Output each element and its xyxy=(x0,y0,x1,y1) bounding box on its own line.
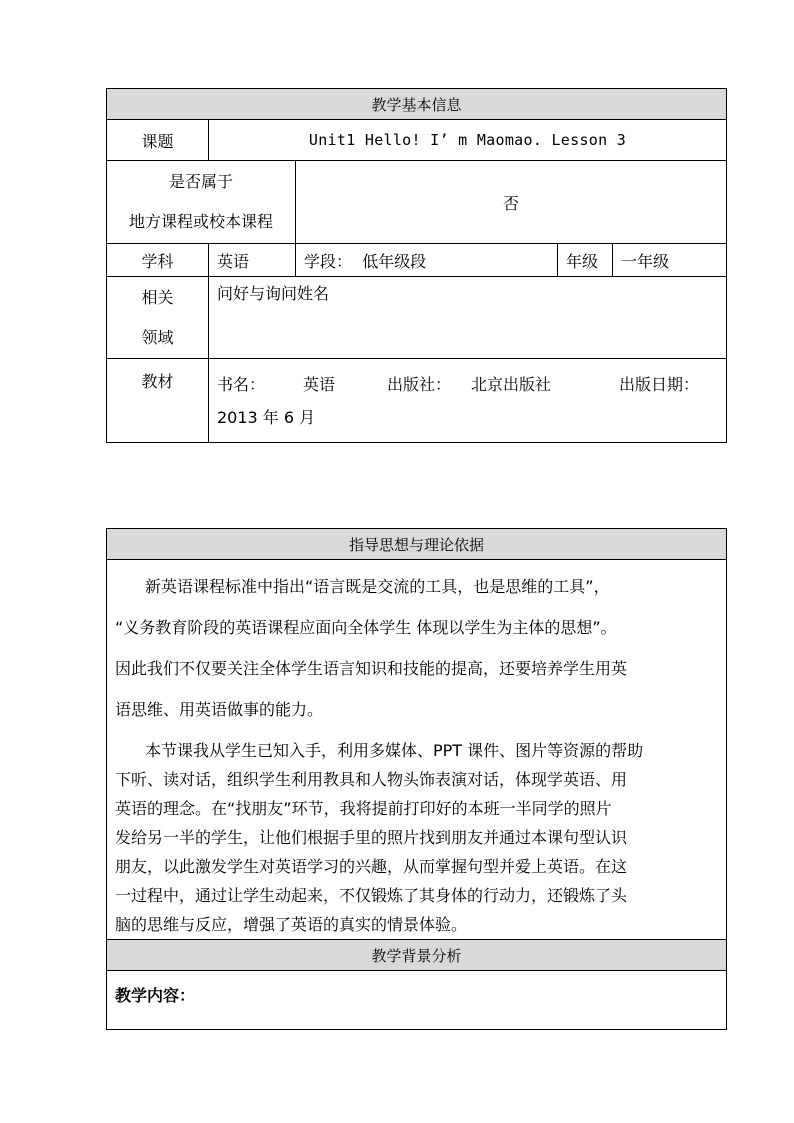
textbook-label: 教材 xyxy=(107,359,209,443)
para1-line4: 语思维、用英语做事的能力。 xyxy=(115,700,324,719)
book-name-value: 英语 xyxy=(303,375,336,394)
pub-date-label: 出版日期： xyxy=(619,375,700,394)
para2-line7: 脑的思维与反应，增强了英语的真实的情景体验。 xyxy=(115,915,468,934)
publisher-label: 出版社： xyxy=(387,375,452,394)
field-label-line2: 领域 xyxy=(141,327,174,347)
background-header: 教学背景分析 xyxy=(107,940,727,971)
grade-value: 一年级 xyxy=(613,244,727,277)
stage-value: 低年级段 xyxy=(362,251,427,271)
guiding-content xyxy=(107,560,727,940)
field-label xyxy=(107,277,209,359)
basic-info-header: 教学基本信息 xyxy=(107,89,727,120)
grade-label: 年级 xyxy=(558,244,613,277)
field-value: 问好与询问姓名 xyxy=(209,277,727,359)
local-course-label-line2: 地方课程或校本课程 xyxy=(128,212,273,231)
pub-date-value: 2013 年 6 月 xyxy=(217,408,316,427)
para1-line2: “义务教育阶段的英语课程应面向全体学生 体现以学生为主体的思想”。 xyxy=(115,618,617,637)
topic-value: Unit1 Hello! I’ m Maomao. Lesson 3 xyxy=(209,120,727,161)
subject-value: 英语 xyxy=(209,244,296,277)
content-label: 教学内容： xyxy=(115,986,196,1005)
local-course-label-line1: 是否属于 xyxy=(168,172,233,191)
publisher-value: 北京出版社 xyxy=(471,375,552,394)
para1-line3: 因此我们不仅要关注全体学生语言知识和技能的提高，还要培养学生用英 xyxy=(115,659,628,678)
field-label-line1: 相关 xyxy=(141,287,174,307)
guiding-header: 指导思想与理论依据 xyxy=(107,529,727,560)
stage-label: 学段： xyxy=(304,251,353,271)
textbook-value xyxy=(209,359,727,443)
para2-line6: 一过程中，通过让学生动起来，不仅锻炼了其身体的行动力，还锻炼了头 xyxy=(115,886,628,905)
stage-cell xyxy=(296,244,558,277)
para2-line5: 朋友，以此激发学生对英语学习的兴趣，从而掌握句型并爱上英语。在这 xyxy=(115,857,628,876)
background-content xyxy=(107,971,727,1030)
para2-line1: 本节课我从学生已知入手，利用多媒体、PPT 课件、图片等资源的帮助 xyxy=(145,741,644,760)
subject-label: 学科 xyxy=(107,244,209,277)
para1-line1: 新英语课程标准中指出“语言既是交流的工具，也是思维的工具”， xyxy=(145,577,610,596)
para2-line2: 下听、读对话，组织学生利用教具和人物头饰表演对话，体现学英语、用 xyxy=(115,770,628,789)
local-course-label xyxy=(107,161,296,244)
guiding-table xyxy=(106,528,727,1030)
book-name-label: 书名： xyxy=(217,375,266,394)
para2-line3: 英语的理念。在“找朋友”环节，我将提前打印好的本班一半同学的照片 xyxy=(115,799,612,818)
local-course-value: 否 xyxy=(296,161,727,244)
topic-label: 课题 xyxy=(107,120,209,161)
para2-line4: 发给另一半的学生，让他们根据手里的照片找到朋友并通过本课句型认识 xyxy=(115,828,628,847)
basic-info-table xyxy=(106,88,727,443)
